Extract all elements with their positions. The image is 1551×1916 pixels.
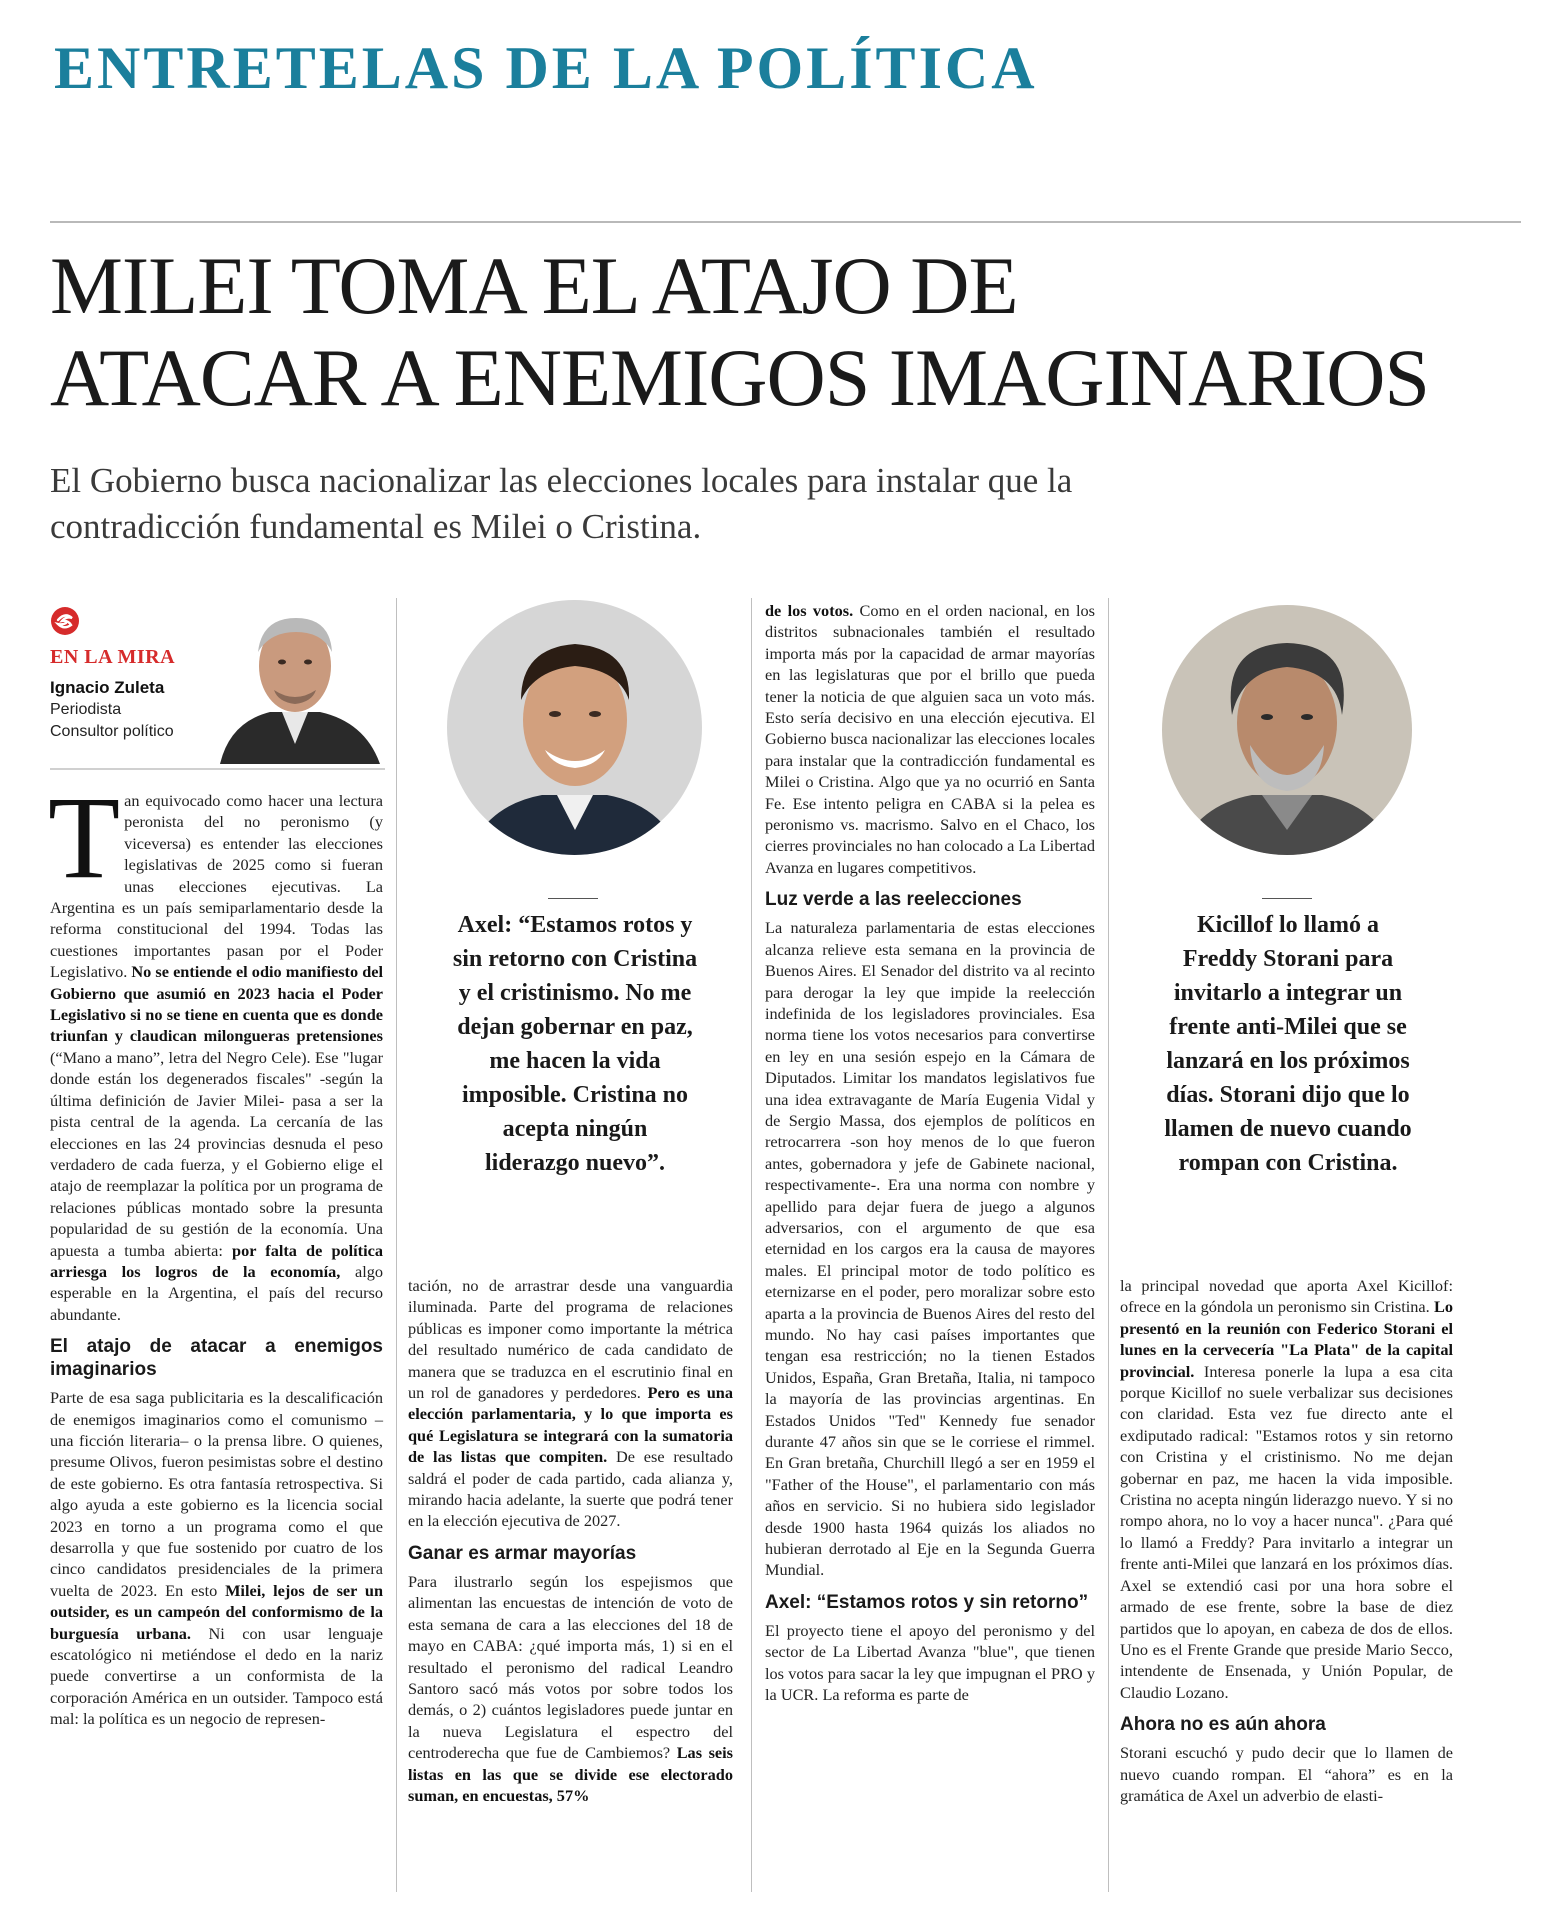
quote-line: llamen de nuevo cuando: [1164, 1116, 1412, 1142]
paragraph-text: tación, no de arrastrar desde una vanguardia iluminada. Parte del programa de relaciones públicas es imponer como importante la métrica del resultado numérico de cada candidato de manera que se traduzca en el escrutinio final en un rol de ganadores y perdedores.: [408, 1276, 733, 1403]
quote-line: y el cristinismo. No me: [458, 980, 692, 1006]
bold-text: Lo presentó en la reunión con Federico Storani el lunes en la cervecería "La Plata" de la capital provincial.: [1120, 1297, 1453, 1381]
paragraph-text: an equivocado como hacer una lectura peronista del no peronismo (y viceversa) es entender las elecciones legislativas de 2025 como si fueran unas elecciones ejecutivas. La Argentina es un país semiparlamentario desde la reforma constitucional del 1994. Todas las cuestiones importantes pasan por el Poder Legislativo.: [50, 791, 383, 982]
quote-line: rompan con Cristina.: [1178, 1150, 1398, 1176]
column-1: [48, 772, 384, 1730]
author-name: Ignacio Zuleta: [50, 678, 165, 697]
paragraph-text: La naturaleza parlamentaria de estas elecciones alcanza relieve esta semana en la provincia de Buenos Aires. El Senador del distrito va al recinto para derogar la ley que impide la reelección indefinida de los legisladores provinciales. Esa norma tiene los votos necesarios para convertirse en ley en una sesión espejo en la Cámara de Diputados. Limitar los mandatos legislativos fue una idea extravagante de María Eugenia Vidal y de Sergio Massa, dos ejemplos de políticos en retrocarrera -son hoy menos de lo que fueron antes, gobernadora y jefe de Gabinete nacional, respectivamente-. Era una norma con nombre y apellido para dejar fuera de juego a algunos adversarios, con el argumento de que esa eternidad en los cargos era la causa de mayores males. El principal motor de todo político es eternizarse en el poder, pero moralizar sobre esto aparta a la provincia de Buenos Aires del resto del mundo. No hay casi países importantes que tengan esa restricción; no la tienen Estados Unidos, España, Gran Bretaña, Italia, ni tampoco la mayoría de las provincias argentinas. En Estados Unidos "Ted" Kennedy fue senador durante 47 años sin que se le corriese el rimmel. En Gran bretaña, Churchill llegó a ser en 1959 el "Father of the House", el parlamentario con más años en servicio. Si no hubiera sido legislador desde 1900 hasta 1964 quizás los aliados no hubieran derrotado al Eje en la Segunda Guerra Mundial.: [765, 918, 1095, 1580]
bold-text: Pero es una elección parlamentaria, y lo que importa es qué Legislatura se integrará con la sumatoria de las listas que compiten.: [408, 1383, 733, 1467]
quote-line: invitarlo a integrar un: [1173, 980, 1403, 1006]
subhead: El atajo de atacar a enemigos imaginarios: [50, 1336, 383, 1381]
paragraph-text: El proyecto tiene el apoyo del peronismo y del sector de La Libertad Avanza "blue", que tienen los votos para sacar la ley que impugnan el PRO y la UCR. La reforma es parte de: [765, 1620, 1095, 1705]
paragraph-text: Para ilustrarlo según los espejismos que alimentan las encuestas de intención de voto de esta semana de cara a las elecciones del 18 de mayo en CABA: ¿qué importa más, 1) si en el resultado el peronismo del radical Leandro Santoro sacó más votos por sobre todos los demás, o 2) cuántos legisladores puede juntar en la nueva Legislatura el espectro del centroderecha que fue de Cambiemos?: [408, 1571, 733, 1763]
author-role: Consultor político: [50, 723, 174, 740]
bold-text: Milei, lejos de ser un outsider, es un campeón del conformismo de la burguesía urbana.: [50, 1580, 383, 1643]
bold-text: de los votos.: [765, 601, 854, 620]
author-photo: [200, 604, 385, 764]
bold-text: Las seis listas en las que se divide ese electorado suman, en encuestas, 57%: [408, 1743, 733, 1805]
paragraph-text: De ese resultado saldrá el poder de cada partido, cada alianza y, mirando hacia adelante, la suerte que podrá tener en la elección ejecutiva de 2027.: [408, 1447, 733, 1531]
quote-line: Kicillof lo llamó a: [1197, 912, 1379, 938]
bold-text: por falta de política arriesga los logros de la economía,: [50, 1240, 383, 1281]
paragraph-text: (“Mano a mano”, letra del Negro Cele). Ese "lugar donde están los degenerados fiscales" -según la última definición de Javier Milei- pasa a ser la pista central de la agenda. La cercanía de las elecciones en las 24 provincias desnuda el peso verdadero de cada fuerza, y el Gobierno elige el atajo de reemplazar la política por un programa de relaciones públicas montado sobre la presunta popularidad de su gestión de la economía. Una apuesta a tumba abierta:: [50, 1047, 383, 1260]
quote-line: días. Storani dijo que lo: [1166, 1082, 1410, 1108]
quote-line: dejan gobernar en paz,: [457, 1014, 693, 1040]
headline-line: ATACAR A ENEMIGOS IMAGINARIOS: [50, 332, 1430, 423]
column-4: [1120, 1275, 1453, 1806]
column-divider: [396, 598, 397, 1892]
deck-line: contradicción fundamental es Milei o Cristina.: [50, 507, 702, 546]
author-role: Periodista: [50, 701, 122, 718]
quote-line: Freddy Storani para: [1182, 946, 1394, 972]
headline-line: MILEI TOMA EL ATAJO DE: [50, 240, 1018, 331]
author-box-rule: [50, 768, 385, 770]
paragraph-text: la principal novedad que aporta Axel Kicillof: ofrece en la góndola un peronismo sin Cristina.: [1120, 1276, 1453, 1317]
column-2: [408, 1275, 733, 1806]
subhead: Ahora no es aún ahora: [1120, 1714, 1326, 1736]
quote-line: acepta ningún: [502, 1116, 648, 1142]
quote-line: lanzará en los próximos: [1166, 1048, 1410, 1074]
paragraph-text: Parte de esa saga publicitaria es la descalificación de enemigos imaginarios como el comunismo –una ficción literaria– o la prensa libre. O quienes, presume Olivos, fueron pesimistas sobre el destino de este gobierno. Es otra fantasía retrospectiva. Si algo ayuda a este gobierno es la licencia social 2023 en torno a un programa como el que desarrolla y que fue sostenido por cuatro de los cinco candidatos presidenciales de la primera vuelta de 2023. En esto: [50, 1388, 383, 1600]
paragraph-text: algo esperable en la Argentina, el país del recurso abundante.: [50, 1261, 383, 1324]
quote-line: sin retorno con Cristina: [452, 946, 698, 972]
quote-rule: [1262, 898, 1312, 899]
bold-text: No se entiende el odio manifiesto del Gobierno que asumió en 2023 hacia el Poder Legislativo si no se tiene en cuenta que es donde triunfan y claudican milongueras pretensiones: [50, 962, 384, 1046]
paragraph-text: Como en el orden nacional, en los distritos subnacionales también el resultado importa más por la capacidad de armar mayorías en las legislaturas que por el brillo que pueda tener la noticia de que alguien saca un voto más. Esto sería decisivo en una elección ejecutiva. El Gobierno busca nacionalizar las elecciones locales para instalar que la contradicción fundamental es Milei o Cristina. Algo que ya no ocurrió en Santa Fe. Ese intento peligra en CABA si la pelea es peronismo vs. macrismo. Salvo en el Chaco, los cierres provinciales no han colocado a La Libertad Avanza en lugares competitivos.: [765, 601, 1095, 877]
quote-line: liderazgo nuevo”.: [485, 1150, 665, 1176]
quote-rule: [548, 898, 598, 899]
quote-line: me hacen la vida: [489, 1048, 661, 1074]
paragraph-text: Storani escuchó y pudo decir que lo llamen de nuevo cuando rompan. El “ahora” es en la gramática de Axel un adverbio de elasti-: [1120, 1743, 1453, 1805]
deck: [50, 458, 1250, 550]
paragraph-text: Interesa ponerle la lupa a esa cita porque Kicillof no suele verbalizar sus decisiones con claridad. Esta vez fue directo ante el exdiputado radical: "Estamos rotos y sin retorno con Cristina y el cristinismo. No me dejan gobernar en paz, me hacen la vida imposible. Cristina no acepta ningún liderazgo nuevo. Y si no rompo ahora, no lo voy a hacer nunca". ¿Para qué lo llamó a Freddy? Para invitarlo a integrar un frente anti-Milei que lanzará en los próximos días. Axel se extendió casi por una hora sobre el armado de ese frente, sobre la base de diez partidos que lo apoyan, en cabeza de dos de ellos. Uno es el Frente Grande que preside Mario Secco, intendente de Ensenada, y Unión Popular, de Claudio Lozano.: [1120, 1361, 1453, 1702]
paragraph-text: Ni con usar lenguaje escatológico ni metiéndose el dedo en la nariz puede convertirse a un conformista de la corporación América en un outsider. Tampoco está mal: la política es un negocio de represen-: [50, 1623, 384, 1729]
quote-line: imposible. Cristina no: [461, 1082, 689, 1108]
kicillof-portrait: [447, 600, 702, 855]
subhead: Luz verde a las reelecciones: [765, 889, 1022, 911]
subhead: Axel: “Estamos rotos y sin retorno”: [765, 1591, 1089, 1613]
header-rule: [50, 221, 1521, 223]
quote-line: frente anti-Milei que se: [1169, 1014, 1407, 1040]
pull-quote-axel: [420, 908, 730, 1180]
headline: [50, 240, 1510, 424]
column-divider: [1108, 598, 1109, 1892]
subhead: Ganar es armar mayorías: [408, 1542, 637, 1564]
author-box: [50, 602, 385, 764]
column-3: [765, 600, 1095, 1706]
author-box-label: EN LA MIRA: [50, 646, 176, 668]
red-spiral-logo-icon: [50, 606, 80, 636]
quote-line: Axel: “Estamos rotos y: [457, 912, 693, 938]
pull-quote-storani: [1128, 908, 1448, 1180]
column-divider: [751, 598, 752, 1892]
deck-line: El Gobierno busca nacionalizar las elecciones locales para instalar que la: [50, 461, 1073, 500]
storani-portrait: [1162, 605, 1412, 855]
section-title: ENTRETELAS DE LA POLÍTICA: [54, 35, 1038, 101]
drop-cap: T: [48, 772, 121, 903]
